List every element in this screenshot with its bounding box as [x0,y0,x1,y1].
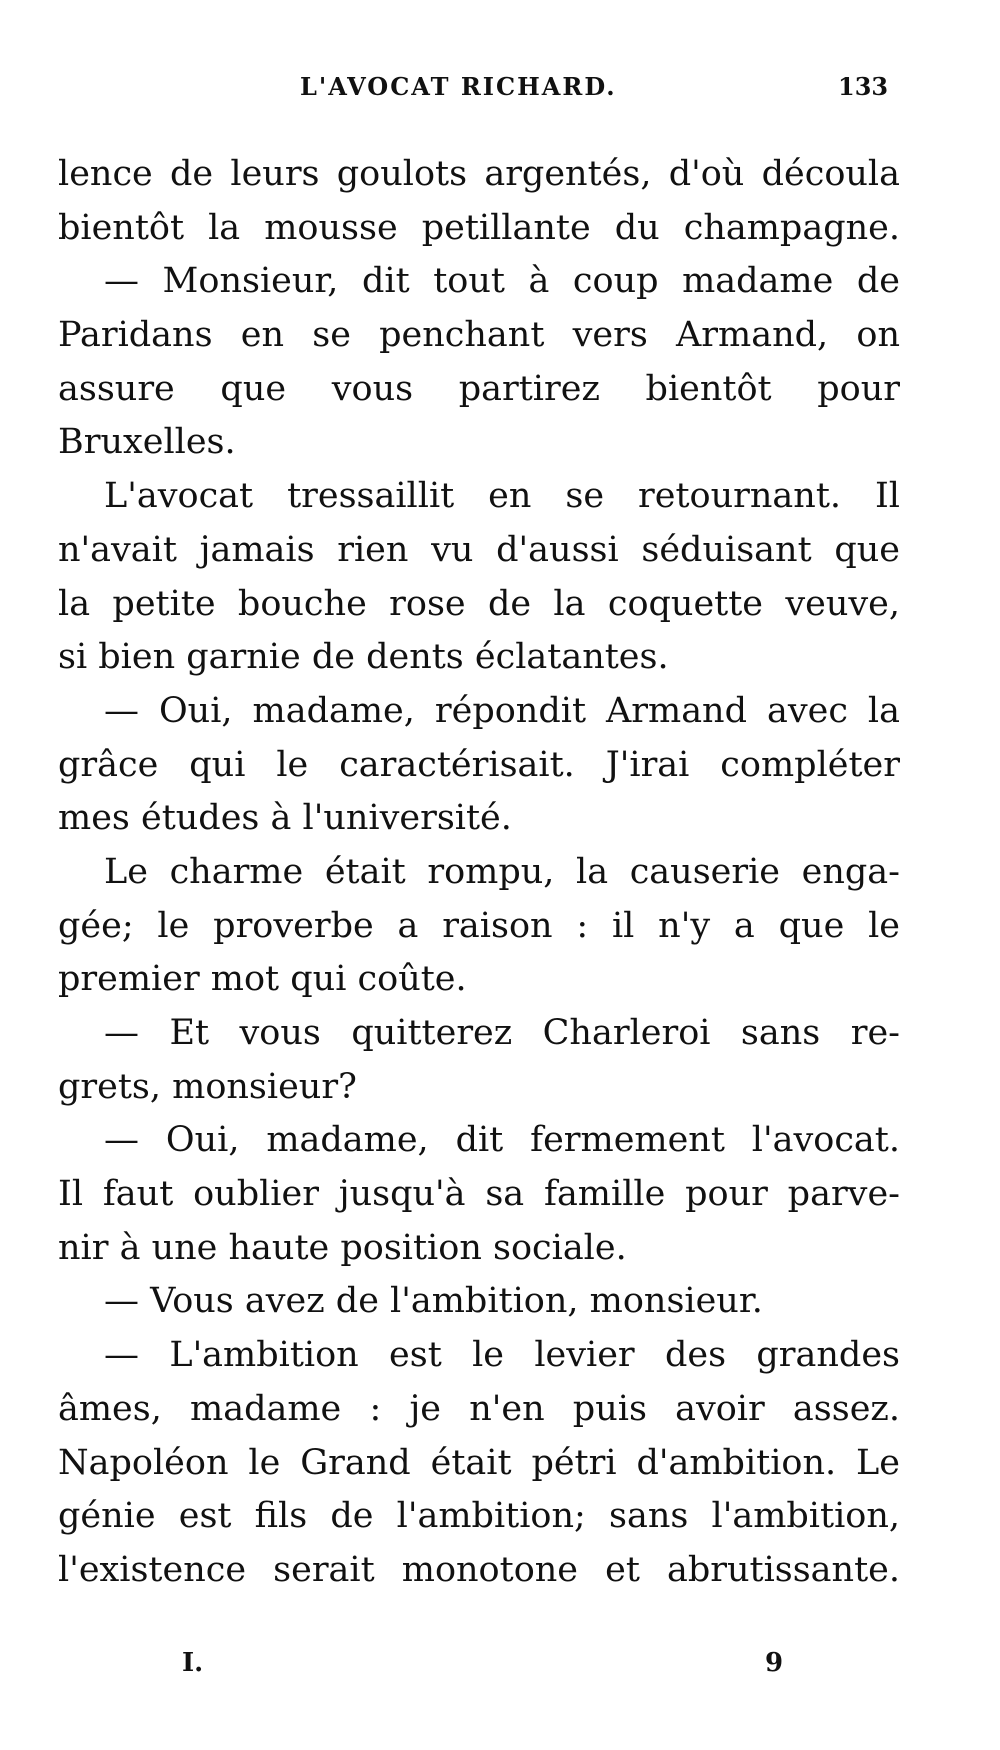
running-title: L'AVOCAT RICHARD. [300,72,617,101]
text-line: la petite bouche rose de la coquette veuve, [58,583,900,624]
body-text [58,148,900,1598]
text-line: Napoléon le Grand était pétri d'ambition. Le [58,1442,900,1483]
text-line: premier mot qui coûte. [58,959,467,1000]
text-line: — L'ambition est le levier des grandes [104,1335,900,1376]
text-line: grets, monsieur? [58,1066,357,1107]
signature-mark: I. [182,1648,204,1678]
text-line: — Oui, madame, dit fermement l'avocat. [104,1120,900,1161]
text-line: grâce qui le caractérisait. J'irai compléter [58,744,900,785]
text-line: — Monsieur, dit tout à coup madame de [104,261,900,302]
text-line: assure que vous partirez bientôt pour [58,368,900,409]
text-line: Il faut oublier jusqu'à sa famille pour parve- [58,1174,900,1215]
text-line: nir à une haute position sociale. [58,1227,627,1268]
text-line: Le charme était rompu, la causerie enga- [104,851,900,892]
text-line: — Et vous quitterez Charleroi sans re- [104,1013,900,1053]
text-line: si bien garnie de dents éclatantes. [58,637,669,678]
text-line: L'avocat tressaillit en se retournant. Il [104,476,900,517]
text-line: lence de leurs goulots argentés, d'où découla [58,154,900,194]
text-line: âmes, madame : je n'en puis avoir assez. [58,1388,900,1429]
text-line: — Vous avez de l'ambition, monsieur. [104,1281,763,1322]
text-line: — Oui, madame, répondit Armand avec la [104,690,900,731]
text-line: gée; le proverbe a raison : il n'y a que le [58,905,900,946]
page-number: 133 [838,72,889,101]
text-line: n'avait jamais rien vu d'aussi séduisant que [58,529,900,570]
text-line: Bruxelles. [58,422,236,463]
gathering-number: 9 [765,1648,784,1678]
text-line: génie est fils de l'ambition; sans l'ambition, [58,1496,900,1537]
text-line: Paridans en se penchant vers Armand, on [58,315,900,356]
text-line: mes études à l'université. [58,798,512,839]
text-line: l'existence serait monotone et abrutissante. [58,1549,900,1590]
text-line: bientôt la mousse petillante du champagne. [58,207,900,248]
